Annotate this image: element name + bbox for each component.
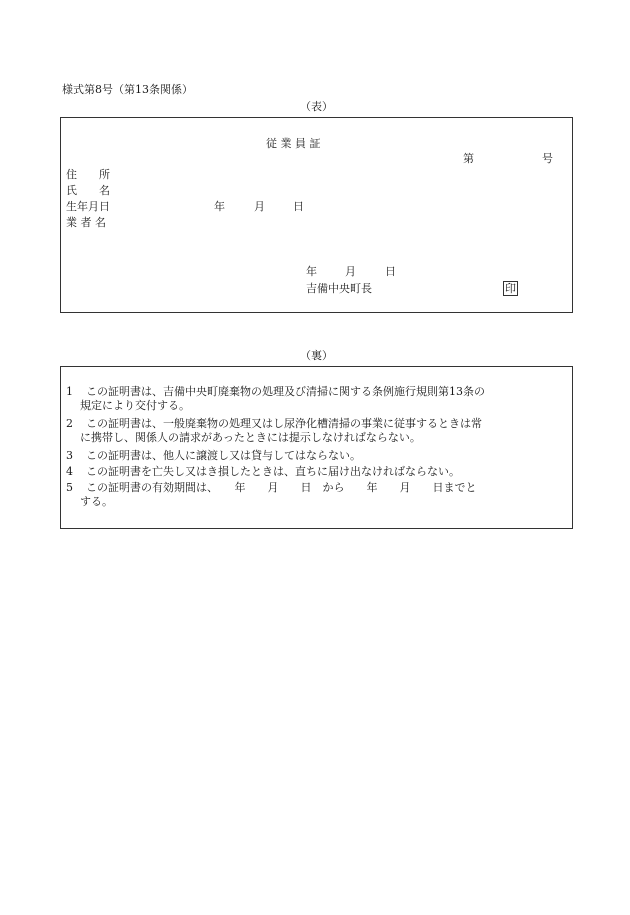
field-birthdate: 生年月日 [66, 200, 110, 213]
number-suffix: 号 [542, 152, 553, 165]
issue-month: 月 [345, 265, 356, 278]
form-number: 様式第8号（第13条関係） [62, 83, 193, 96]
note-line: に携帯し、関係人の請求があったときには提示しなければならない。 [80, 431, 421, 444]
birth-month: 月 [254, 200, 265, 213]
note-line: する。 [80, 495, 113, 508]
note-item [66, 385, 566, 413]
field-address: 住 所 [66, 168, 110, 181]
note-line: この証明書は、他人に譲渡し又は貸与してはならない。 [86, 449, 361, 462]
issue-year: 年 [306, 265, 317, 278]
field-name: 氏 名 [66, 184, 110, 197]
note-line: この証明書を亡失し又はき損したときは、直ちに届け出なければならない。 [86, 465, 460, 478]
note-item [66, 417, 566, 445]
issue-day: 日 [385, 265, 396, 278]
note-number: 3 [66, 449, 73, 462]
note-line: この証明書の有効期間は、 年 月 日 から 年 月 日までと [86, 481, 477, 494]
note-item [66, 465, 566, 479]
seal-label: 印 [505, 282, 516, 295]
number-prefix: 第 [463, 152, 474, 165]
card-title: 従 業 員 証 [266, 137, 321, 150]
issuer: 吉備中央町長 [306, 282, 372, 295]
note-line: 規定により交付する。 [80, 399, 190, 412]
note-line: この証明書は、一般廃棄物の処理又はし尿浄化槽清掃の事業に従事するときは常 [86, 417, 482, 430]
note-item [66, 449, 566, 463]
back-label: （裏） [300, 349, 333, 362]
seal-mark [503, 282, 518, 296]
note-number: 2 [66, 417, 73, 430]
note-number: 1 [66, 385, 73, 398]
note-number: 5 [66, 481, 73, 494]
field-company: 業 者 名 [66, 216, 106, 229]
birth-day: 日 [293, 200, 304, 213]
front-label: （表） [300, 100, 333, 113]
birth-year: 年 [214, 200, 225, 213]
note-number: 4 [66, 465, 73, 478]
note-item [66, 481, 566, 509]
note-line: この証明書は、吉備中央町廃棄物の処理及び清掃に関する条例施行規則第13条の [86, 385, 485, 398]
